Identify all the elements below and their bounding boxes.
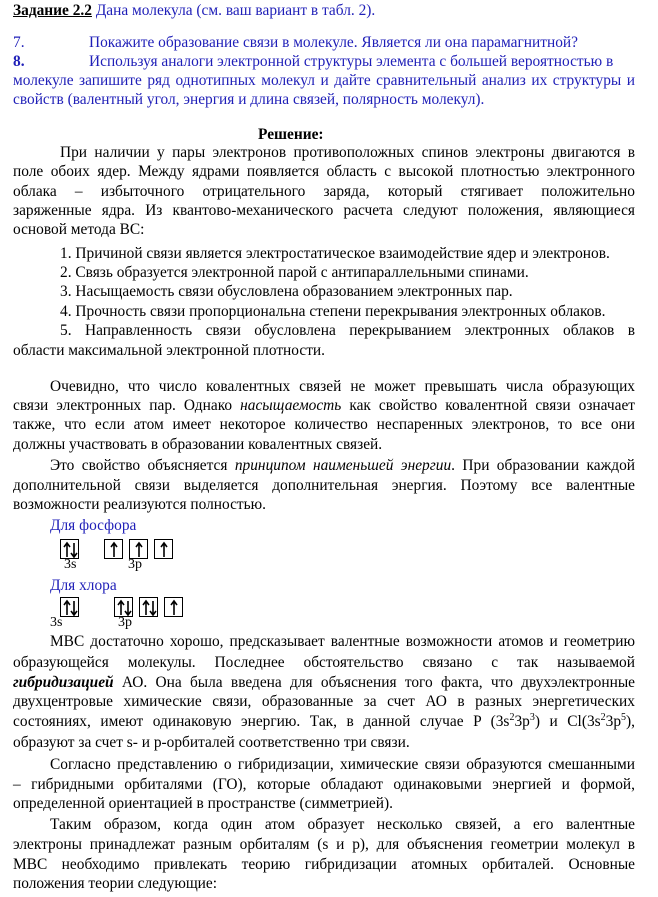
p1-line5: основой метода ВС:: [13, 221, 145, 238]
p2-line3: также, что если атом имеет некоторое количество неспаренных электронов, то все они: [13, 416, 635, 433]
p4-line5-pre: состояниях, имеют одинаковую энергию. Так, в данной случае P (3s: [13, 713, 510, 730]
task-item-8-num: 8.: [13, 53, 25, 70]
p4-line6: образуют за счет s- и p-орбиталей соответственно три связи.: [13, 734, 410, 751]
chlorine-3p-orbital-1: [114, 597, 133, 617]
p4-line4: двухцентровые химические связи, образованные за счет АО в разных энергетических: [13, 693, 635, 710]
p3-line1-em: принципом наименьшей энергии: [234, 457, 452, 474]
up-arrow-icon: [155, 540, 174, 560]
list-item-5-line2: области максимальной электронной плотности.: [13, 342, 325, 359]
p2-line2-em: насыщаемость: [240, 397, 342, 414]
p4-line5-mid2: ) и Cl(3s: [534, 713, 601, 730]
task-intro: Дана молекула (см. ваш вариант в табл. 2).: [95, 2, 376, 19]
p2-line4: должны участвовать в образовании ковалентных связей.: [13, 436, 383, 453]
chlorine-3p-label: 3p: [118, 615, 132, 630]
task-item-7-num: 7.: [13, 34, 25, 51]
list-item-4: 4. Прочность связи пропорциональна степени перекрывания электронных облаков.: [60, 303, 606, 320]
paired-arrows-icon: [61, 598, 80, 618]
up-arrow-icon: [105, 540, 124, 560]
chlorine-3s-orbital: [60, 597, 79, 617]
p3-line1-post: . При образовании каждой: [451, 457, 635, 474]
p1-line2: поле обоих ядер. Между ядрами появляется область с высокой плотностью электронного: [13, 163, 635, 180]
p4-line2: образующейся молекулы. Последнее обстоятельство связано с так называемой: [13, 654, 635, 671]
phosphorus-3p-label: 3p: [128, 557, 142, 572]
p2-line2-post: как свойство ковалентной связи означает: [341, 397, 635, 414]
task-item-8-line2: молекуле запишите ряд однотипных молекул и дайте сравнительный анализ их структуры и: [13, 72, 635, 89]
up-arrow-icon: [165, 598, 184, 618]
p3-line3: возможности реализуются полностью.: [13, 496, 267, 513]
phosphorus-3p-orbital-3: [154, 539, 173, 559]
p5-line1: Согласно представлению о гибридизации, химические связи образуются смешанными: [50, 756, 635, 773]
p4-line5-sup3: 2: [600, 712, 606, 723]
p5-line3: определенной ориентацией в пространстве (симметрией).: [13, 795, 393, 812]
chlorine-label: Для хлора: [50, 577, 117, 594]
p4-line3-post: АО. Она была введена для объяснения того факта, что двухэлектронные: [113, 674, 635, 691]
p3-line1: [50, 456, 635, 475]
list-item-1: 1. Причиной связи является электростатическое взаимодействие ядер и электронов.: [60, 245, 610, 262]
p6-line1: Таким образом, когда один атом образует несколько связей, а его валентные: [50, 816, 635, 833]
p4-line5-sup1: 2: [509, 712, 515, 723]
list-item-2: 2. Связь образуется электронной парой с антипараллельными спинами.: [60, 264, 529, 281]
p4-line3: [13, 673, 635, 692]
p5-line2: – гибридными орбиталями (ГО), которые обладают одинаковыми энергией и формой,: [13, 776, 635, 793]
p4-line5-sup2: 3: [529, 712, 535, 723]
p6-line4: положения теории следующие:: [13, 875, 218, 892]
task-item-7-text: Покажите образование связи в молекуле. Является ли она парамагнитной?: [89, 34, 578, 51]
phosphorus-3p-orbital-2: [129, 539, 148, 559]
p2-line2: [13, 396, 635, 415]
p4-line3-em: гибридизацией: [13, 674, 114, 691]
p2-line1: Очевидно, что число ковалентных связей не может превышать числа образующих: [50, 378, 635, 395]
phosphorus-3s-orbital: [60, 539, 79, 559]
p6-line2: электроны принадлежат разным орбиталям (s и p), для объяснения геометрии молекул в: [13, 836, 635, 853]
task-title: Задание 2.2: [13, 2, 92, 19]
p4-line5-sup4: 5: [621, 712, 627, 723]
phosphorus-3p-orbital-1: [104, 539, 123, 559]
p1-line1: При наличии у пары электронов противоположных спинов электроны двигаются в: [60, 144, 635, 161]
task-header: [13, 1, 635, 20]
task-item-8-line3: свойств (валентный угол, энергия и длина связей, полярность молекул).: [13, 91, 485, 108]
chlorine-3p-orbital-3: [164, 597, 183, 617]
list-item-5-line1: 5. Направленность связи обусловлена перекрыванием электронных облаков в: [60, 322, 635, 339]
solution-heading: Решение:: [258, 126, 324, 143]
p4-line5-mid1: 3p: [514, 713, 530, 730]
phosphorus-label: Для фосфора: [50, 517, 137, 534]
p4-line5-post: ),: [626, 713, 635, 730]
chlorine-3p-orbital-2: [139, 597, 158, 617]
p1-line3: облака – избыточного отрицательного заряда, который стягивает положительно: [13, 183, 635, 200]
list-item-3: 3. Насыщаемость связи обусловлена образованием электронных пар.: [60, 283, 513, 300]
p4-line1: МВС достаточно хорошо, предсказывает валентные возможности атомов и геометрию: [50, 633, 635, 650]
p2-line2-pre: связи электронных пар. Однако: [13, 397, 241, 414]
p3-line2: дополнительной связи выделяется дополнительная энергия. Поэтому все валентные: [13, 477, 635, 494]
p1-line4: заряженные ядра. Из квантово-механического расчета следуют положения, являющиеся: [13, 202, 635, 219]
p4-line5: [13, 712, 635, 731]
p6-line3: МВС необходимо привлекать теорию гибридизации атомных орбиталей. Основные: [13, 856, 635, 873]
paired-arrows-icon: [140, 598, 159, 618]
phosphorus-3s-label: 3s: [64, 557, 77, 572]
chlorine-3s-label: 3s: [50, 615, 63, 630]
p4-line5-mid3: 3p: [605, 713, 622, 730]
p3-line1-pre: Это свойство объясняется: [50, 457, 235, 474]
task-item-8-line1: Используя аналоги электронной структуры элемента с большей вероятностью в: [89, 53, 614, 70]
